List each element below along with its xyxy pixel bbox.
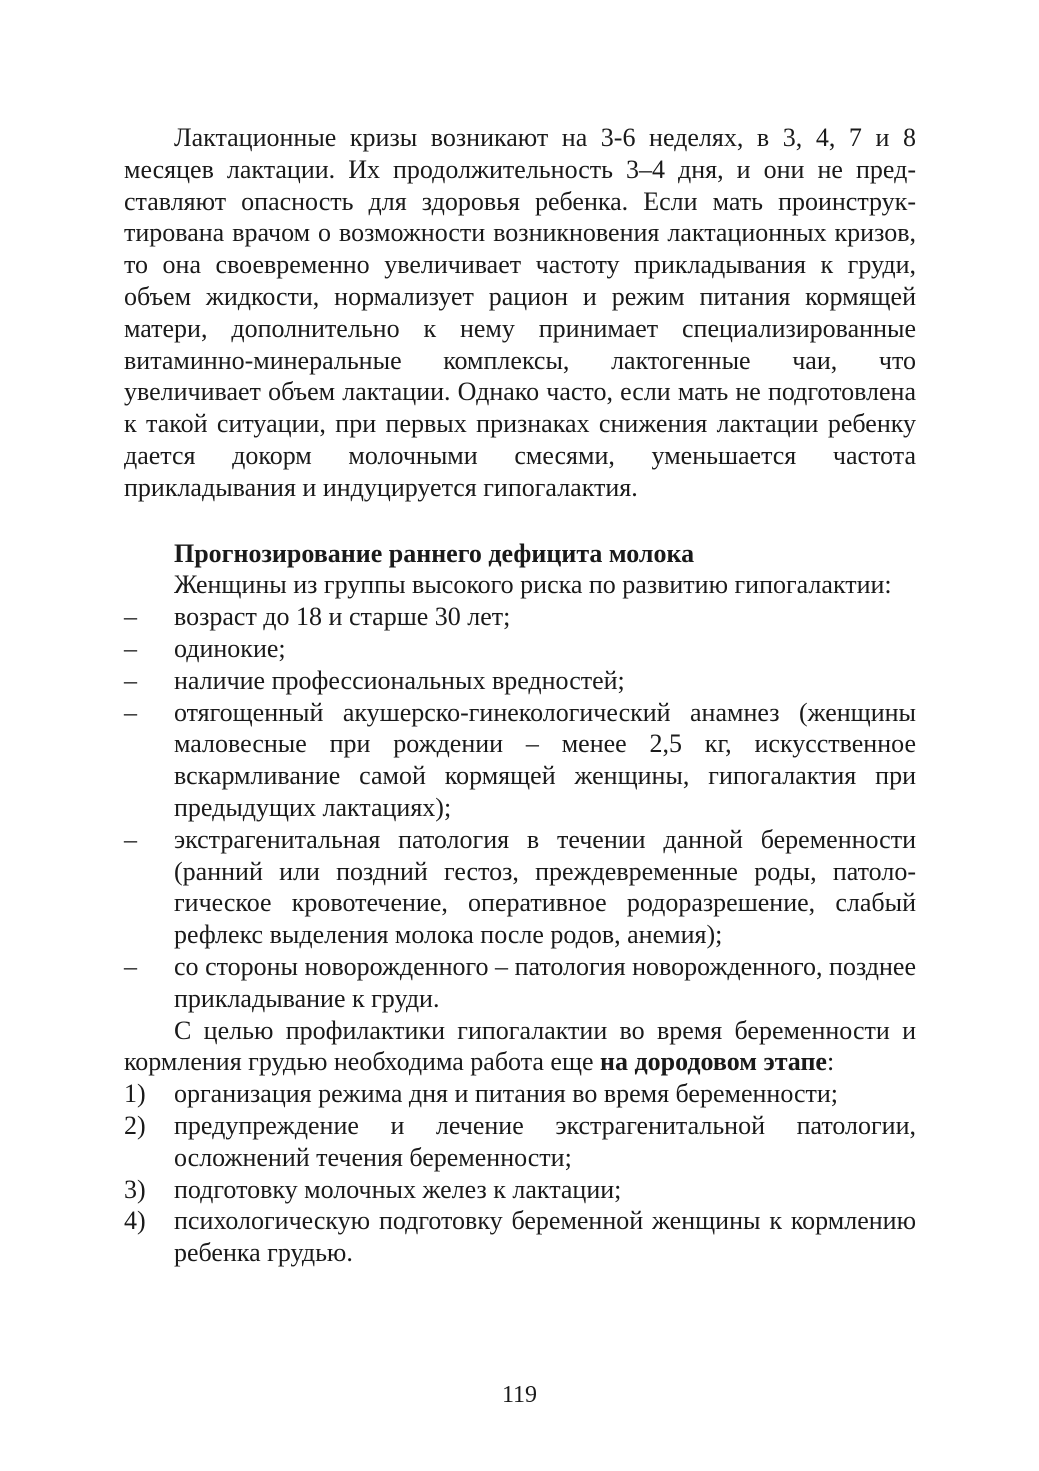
risk-factors-list (124, 601, 916, 1014)
list-item (124, 1205, 916, 1269)
list-item-text: наличие профессиональных вредностей; (174, 665, 625, 695)
list-item (124, 601, 916, 633)
list-item-text: экстрагенитальная патология в течении данной беременности (ранний или поздний гестоз, преждевременные роды, патологическое кровотечение, оперативное родоразрешение, слабый рефлекс выделения молока после родов, анемия); (174, 824, 916, 950)
prevention-colon: : (826, 1047, 835, 1077)
list-item (124, 1174, 916, 1206)
list-item-text: психологическую подготовку беременной женщины к кормлению ребенка грудью. (174, 1206, 916, 1268)
dash-marker: – (124, 602, 137, 632)
prevention-text: С целью профилактики гипогалактии во время беременности и кормления грудью необходима работа еще (124, 1015, 916, 1077)
list-item-text: подготовку молочных желез к лактации; (174, 1174, 622, 1204)
dash-marker: – (124, 951, 137, 981)
dash-marker: – (124, 633, 137, 663)
prevention-paragraph (124, 1015, 916, 1079)
list-item-text: организация режима дня и питания во время беременности; (174, 1079, 839, 1109)
list-item-text: со стороны новорожденного – патология новорожденного, позднее прикладывание к груди. (174, 951, 916, 1013)
list-item-text: предупреждение и лечение экстрагенитальной патологии, осложнений течения беременности; (174, 1110, 916, 1172)
list-item-text: одинокие; (174, 633, 286, 663)
page-number: 119 (501, 1382, 538, 1408)
list-item (124, 665, 916, 697)
list-item (124, 1110, 916, 1174)
section-heading: Прогнозирование раннего дефицита молока (174, 538, 695, 568)
dash-marker: – (124, 697, 137, 727)
list-number: 4) (124, 1206, 146, 1236)
list-item (124, 824, 916, 951)
list-item (124, 1078, 916, 1110)
list-item-text: отягощенный акушерско-гинекологический анамнез (женщины маловесные при рождении – менее 2,5 кг, искусственное вскармливание самой кормящей женщины, гипогалактия при предыдущих лактациях); (174, 697, 916, 822)
risk-intro-paragraph: Женщины из группы высокого риска по развитию гипогалактии: (174, 570, 892, 600)
intro-paragraph: Лактационные кризы возникают на 3-6 неделях, в 3, 4, 7 и 8 месяцев лактации. Их продолжительность 3–4 дня, и они не представляют опасность для здоровья ребенка. Если мать проинструктирована врачом о возможности возникновения лактационных кризов, то она своевременно увеличивает частоту прикладывания к груди, объем жидкости, нормализует рацион и режим питания кормящей матери, дополнительно к нему принимает специализированные витаминно-минеральные комплексы, лактогенные чаи, что увеличивает объем лактации. Однако часто, если мать не подготовлена к такой ситуации, при первых признаках снижения лактации ребенку дается докорм молочными смесями, уменьшается частота прикладывания и индуцируется гипогалактия. (124, 123, 916, 502)
list-number: 2) (124, 1110, 146, 1140)
list-item (124, 697, 916, 824)
dash-marker: – (124, 824, 137, 854)
list-number: 3) (124, 1174, 146, 1204)
list-item (124, 951, 916, 1015)
page-body (124, 122, 916, 1269)
dash-marker: – (124, 665, 137, 695)
list-item-text: возраст до 18 и старше 30 лет; (174, 602, 511, 632)
prenatal-measures-list (124, 1078, 916, 1269)
list-number: 1) (124, 1079, 146, 1109)
prevention-emphasis: на дородовом этапе (600, 1047, 827, 1077)
list-item (124, 633, 916, 665)
